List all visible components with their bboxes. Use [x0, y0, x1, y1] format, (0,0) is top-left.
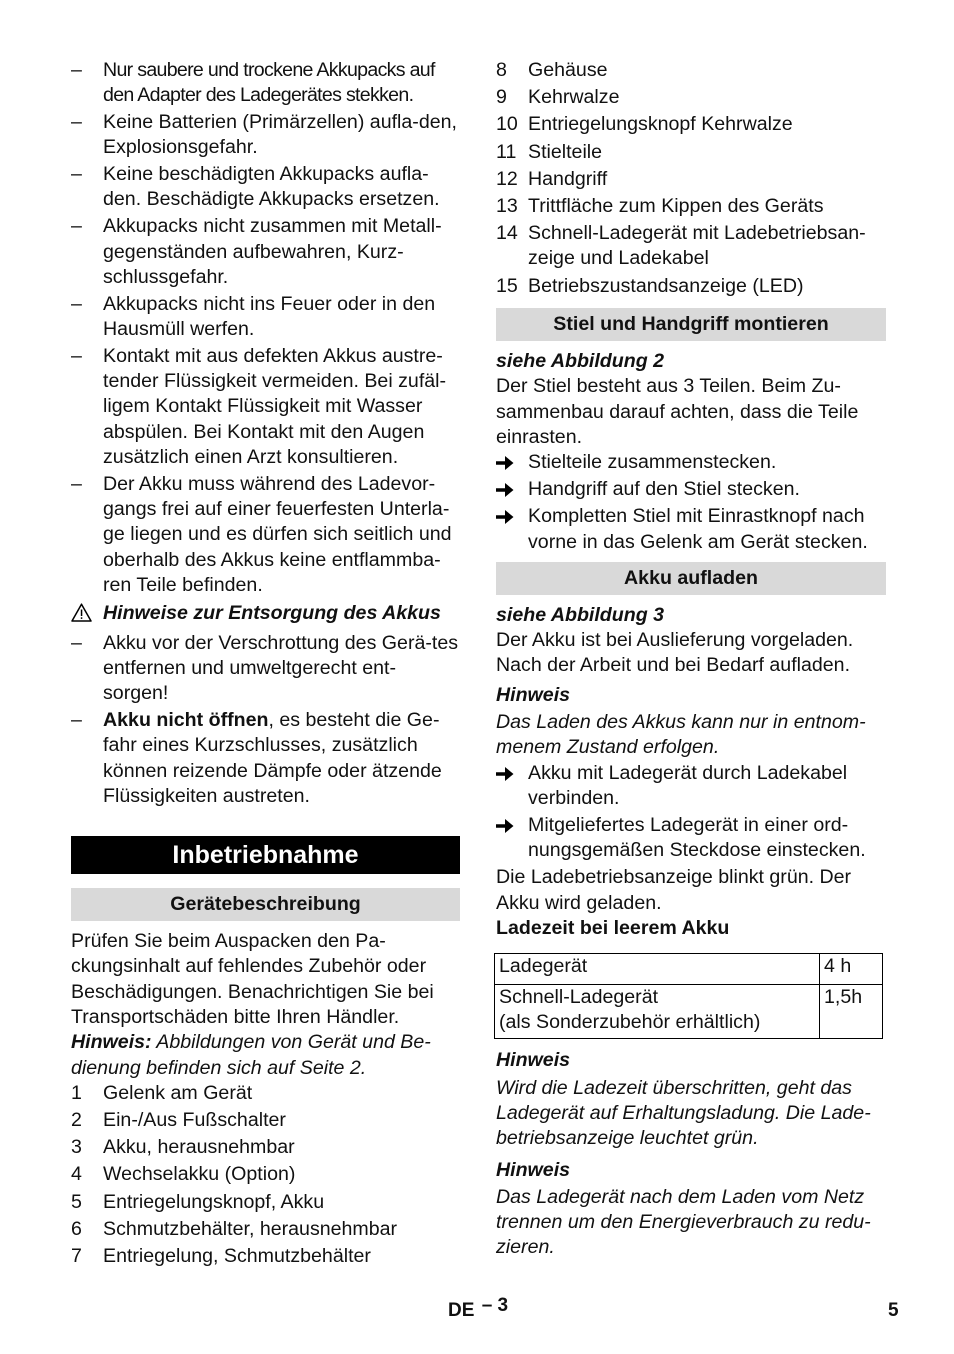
hint-text: Wird die Ladezeit überschritten, geht das Ladegerät auf Erhaltungsladung. Die Lade-betriebsanzeige leuchtet grün.: [496, 1076, 871, 1150]
list-item: 12 Handgriff: [496, 167, 608, 190]
list-item: – Akku vor der Verschrottung des Gerä-tes entfernen und umweltgerecht ent-sorgen!: [71, 631, 459, 705]
list-item: 7 Entriegelung, Schmutzbehälter: [71, 1245, 371, 1268]
dash-marker: –: [71, 111, 82, 134]
dash-marker: –: [71, 631, 82, 654]
dash-marker: –: [71, 59, 82, 81]
page-number: 5: [888, 1300, 899, 1321]
figure-reference: siehe Abbildung 3: [496, 603, 665, 626]
step-item: Handgriff auf den Stiel stecken.: [496, 477, 886, 502]
hint-label: Hinweis: [496, 683, 571, 706]
list-item: 15 Betriebszustandsanzeige (LED): [496, 274, 804, 297]
safety-list: [71, 58, 460, 598]
table-heading: Ladezeit bei leerem Akku: [496, 917, 730, 940]
dash-marker: –: [71, 163, 82, 186]
list-item: 1 Gelenk am Gerät: [71, 1081, 253, 1104]
list-item: 3 Akku, herausnehmbar: [71, 1136, 295, 1159]
hint-label: Hinweis: [496, 1049, 571, 1072]
disposal-list: [71, 631, 460, 810]
list-item: – Kontakt mit aus defekten Akkus austre-tender Flüssigkeit vermeiden. Bei zufäl-ligem Kontakt Flüssigkeit mit Wasser abspülen. Bei Kontakt mit den Augen zusätzlich einen Arzt konsultieren.: [71, 344, 447, 468]
hint-text: Das Ladegerät nach dem Laden vom Netz trennen um den Energieverbrauch zu redu-zieren.: [496, 1185, 871, 1259]
dash-marker: –: [71, 708, 82, 731]
hint-paragraph: Hinweis: Abbildungen von Gerät und Be-dienung befinden sich auf Seite 2.: [71, 1031, 431, 1079]
table-row: [495, 985, 883, 1039]
akku-paragraph: Der Akku ist bei Auslieferung vorgeladen. Nach der Arbeit und bei Bedarf aufladen.: [496, 629, 854, 677]
dash-marker: –: [71, 344, 82, 367]
section-title: Inbetriebnahme: [71, 836, 460, 874]
list-item: – Akku nicht öffnen, es besteht die Ge-fahr eines Kurzschlusses, zusätzlich können reizende Dämpfe oder ätzende Flüssigkeiten austreten.: [71, 708, 442, 807]
arrow-right-icon: [496, 818, 514, 834]
list-item: – Keine beschädigten Akkupacks aufla-den. Beschädigte Akkupacks ersetzen.: [71, 163, 440, 211]
list-item: 5 Entriegelungsknopf, Akku: [71, 1190, 325, 1213]
charging-status-paragraph: Die Ladebetriebsanzeige blinkt grün. Der Akku wird geladen.: [496, 866, 852, 914]
dash-marker: –: [71, 215, 82, 238]
list-item: 4 Wechselakku (Option): [71, 1163, 296, 1186]
step-item: Akku mit Ladegerät durch Ladekabel verbinden.: [496, 761, 886, 812]
list-item: 14 Schnell-Ladegerät mit Ladebetriebsan-zeige und Ladekabel: [496, 222, 866, 270]
list-item: 11 Stielteile: [496, 140, 603, 163]
dash-marker: –: [71, 472, 82, 495]
table-row: [495, 954, 883, 985]
stiel-paragraph: Der Stiel besteht aus 3 Teilen. Beim Zu-sammenbau darauf achten, dass die Teile einrasten.: [496, 375, 859, 448]
parts-list: [496, 58, 886, 301]
table-cell: 4 h: [820, 954, 883, 985]
list-item: – Keine Batterien (Primärzellen) aufla-den, Explosionsgefahr.: [71, 111, 457, 159]
step-item: Kompletten Stiel mit Einrastknopf nach vorne in das Gelenk am Gerät stecken.: [496, 504, 886, 555]
list-item: 10 Entriegelungsknopf Kehrwalze: [496, 113, 793, 136]
disposal-heading: Hinweise zur Entsorgung des Akkus: [71, 601, 460, 626]
list-item: – Nur saubere und trockene Akkupacks auf den Adapter des Ladegerätes stekken.: [71, 59, 435, 107]
table-cell: 1,5h: [820, 985, 883, 1039]
hint-text: Das Laden des Akkus kann nur in entnom-menem Zustand erfolgen.: [496, 711, 866, 759]
footer-language-page: DE – 3: [448, 1295, 509, 1321]
left-column: [71, 58, 460, 1271]
hint-label: Hinweis: [496, 1158, 571, 1181]
table-cell: Ladegerät: [495, 954, 820, 985]
arrow-right-icon: [496, 766, 514, 782]
warning-triangle-icon: [71, 603, 92, 622]
parts-list: [71, 1081, 460, 1271]
dash-marker: –: [71, 292, 82, 315]
arrow-right-icon: [496, 509, 514, 525]
table-cell: Schnell-Ladegerät (als Sonderzubehör erhältlich): [495, 985, 820, 1039]
stiel-section-title: Stiel und Handgriff montieren: [496, 308, 886, 341]
list-item: 2 Ein-/Aus Fußschalter: [71, 1109, 286, 1132]
right-column: [496, 58, 886, 1261]
arrow-right-icon: [496, 455, 514, 471]
figure-reference: siehe Abbildung 2: [496, 349, 665, 372]
list-item: 6 Schmutzbehälter, herausnehmbar: [71, 1217, 398, 1240]
arrow-right-icon: [496, 482, 514, 498]
step-item: Stielteile zusammenstecken.: [496, 450, 886, 475]
subsection-title: Gerätebeschreibung: [71, 888, 460, 921]
list-item: – Der Akku muss während des Ladevor-gangs frei auf einer feuerfesten Unterla-ge liegen und es dürfen sich seitlich und oberhalb des Akkus keine entflammba-ren Teile befinden.: [71, 472, 452, 596]
akku-steps: [496, 761, 886, 864]
list-item: 8 Gehäuse: [496, 59, 608, 81]
intro-paragraph: Prüfen Sie beim Auspacken den Pa-ckungsinhalt auf fehlendes Zubehör oder Beschädigungen. Benachrichtigen Sie bei Transportschäden bitte Ihren Händler.: [71, 930, 434, 1028]
list-item: – Akkupacks nicht zusammen mit Metall-gegenständen aufbewahren, Kurz-schlussgefahr.: [71, 215, 442, 288]
stiel-steps: [496, 450, 886, 555]
list-item: 9 Kehrwalze: [496, 86, 620, 109]
list-item: 13 Trittfläche zum Kippen des Geräts: [496, 194, 824, 217]
list-item: – Akkupacks nicht ins Feuer oder in den Hausmüll werfen.: [71, 292, 436, 340]
akku-section-title: Akku aufladen: [496, 562, 886, 595]
step-item: Mitgeliefertes Ladegerät in einer ord-nungsgemäßen Steckdose einstecken.: [496, 813, 886, 864]
charging-time-table: [494, 953, 883, 1039]
